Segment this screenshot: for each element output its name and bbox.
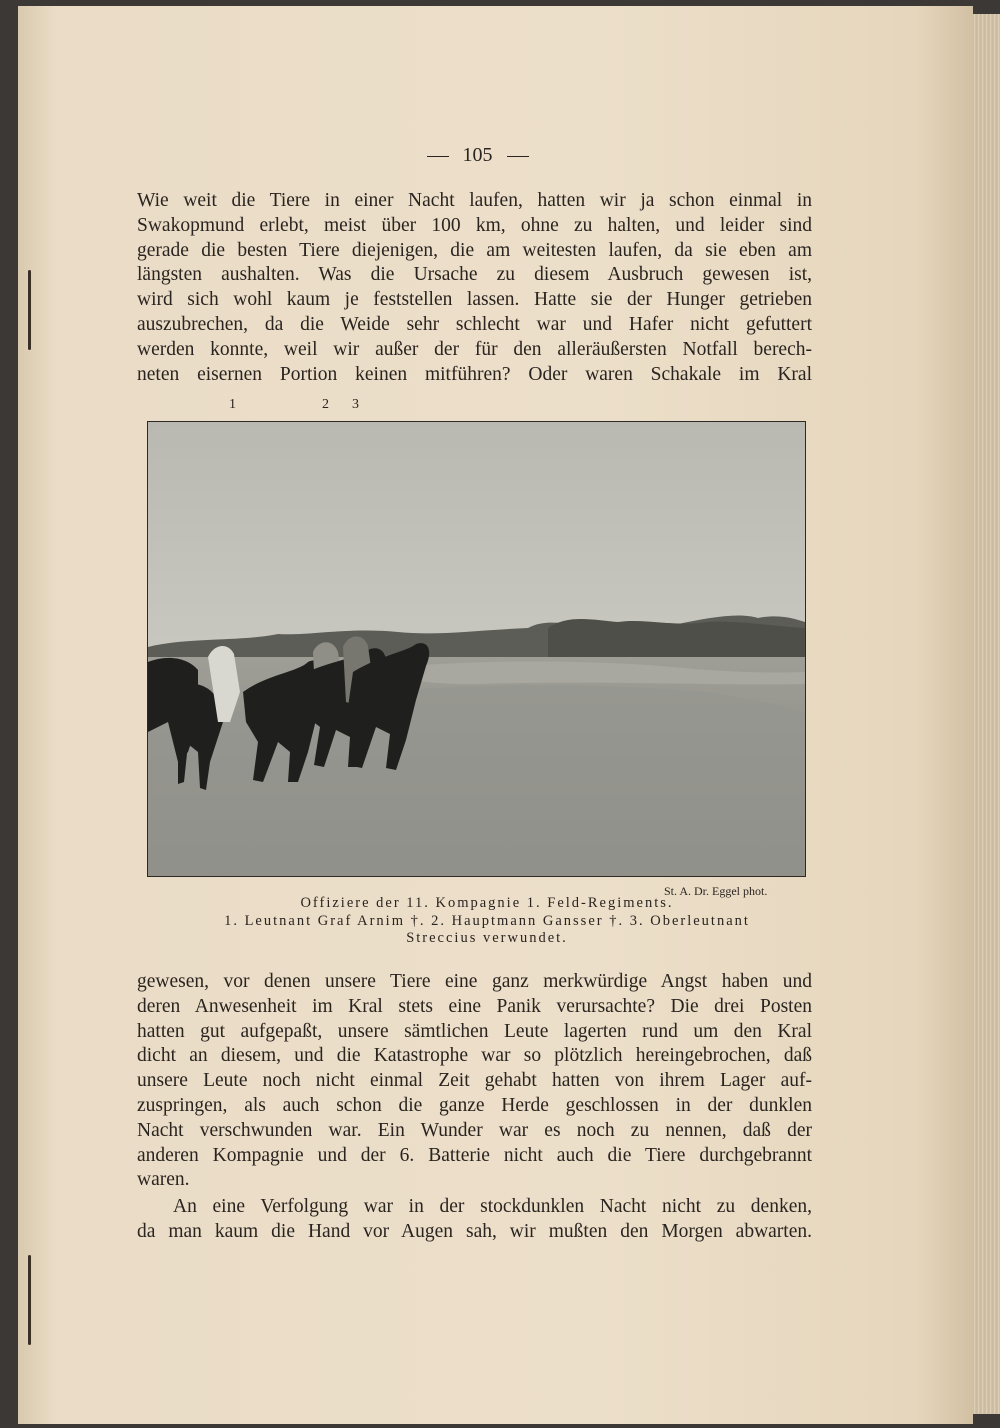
text-line: zuspringen, als auch schon die ganze Herde geschlossen in der dunklen [137,1094,812,1116]
text-line: anderen Kompagnie und der 6. Batterie nicht auch die Tiere durchgebrannt [137,1144,812,1166]
caption-line: 1. Leutnant Graf Arnim †. 2. Hauptmann Gansser †. 3. Oberleutnant [224,913,750,929]
binding-mark [28,270,31,350]
text-line: längsten aushalten. Was die Ursache zu diesem Ausbruch gewesen ist, [137,264,812,286]
text-line: neten eisernen Portion keinen mitführen? Oder waren Schakale im Kral [137,363,812,385]
page-number [0,144,955,167]
paragraph-continued [137,970,812,1193]
text-line: wird sich wohl kaum je feststellen lassen. Hatte sie der Hunger getrieben [137,289,812,311]
page-number-dash [427,156,449,157]
text-line: gewesen, vor denen unsere Tiere eine ganz merkwürdige Angst haben und [137,971,812,992]
text-line: da man kaum die Hand vor Augen sah, wir mußten den Morgen abwarten. [137,1220,812,1242]
text-line: An eine Verfolgung war in der stockdunklen Nacht nicht zu denken, [173,1196,812,1217]
photo-illustration [148,422,805,876]
page-number-text: 105 [462,144,493,166]
caption-line: Streccius verwundet. [406,930,568,946]
figure-marker-2: 2 [322,397,329,412]
figure-marker-3: 3 [352,397,359,412]
text-line: unsere Leute noch nicht einmal Zeit gehabt hatten von ihrem Lager auf- [137,1070,812,1092]
text-line: Nacht verschwunden war. Ein Wunder war es noch zu nennen, daß der [137,1119,812,1141]
page-number-dash [507,156,529,157]
text-line: werden konnte, weil wir außer der für den alleräußersten Notfall berech- [137,338,812,360]
text-line: dicht an diesem, und die Katastrophe war so plötzlich hereingebrochen, daß [137,1045,812,1067]
text-line: gerade die besten Tiere diejenigen, die am weitesten laufen, da sie eben am [137,239,812,261]
paragraph-top [137,189,812,387]
photo-bushes [548,619,805,660]
text-line: hatten gut aufgepaßt, unsere sämtlichen Leute lagerten rund um den Kral [137,1020,812,1042]
page-edges [973,14,1000,1414]
photo-credit: St. A. Dr. Eggel phot. [664,884,768,898]
text-line: waren. [137,1169,190,1191]
binding-mark [28,1255,31,1345]
text-line: Swakopmund erlebt, meist über 100 km, ohne zu halten, und leider sind [137,214,812,236]
caption-title: Offiziere der 11. Kompagnie 1. Feld-Regiments. [300,895,674,911]
text-line: auszubrechen, da die Weide sehr schlecht war und Hafer nicht gefuttert [137,313,812,335]
text-line: deren Anwesenheit im Kral stets eine Panik verursachte? Die drei Posten [137,995,812,1017]
photograph [147,421,806,877]
paragraph-last [137,1195,812,1245]
text-line: Wie weit die Tiere in einer Nacht laufen, hatten wir ja schon einmal in [137,190,812,211]
figure-marker-1: 1 [229,397,236,412]
